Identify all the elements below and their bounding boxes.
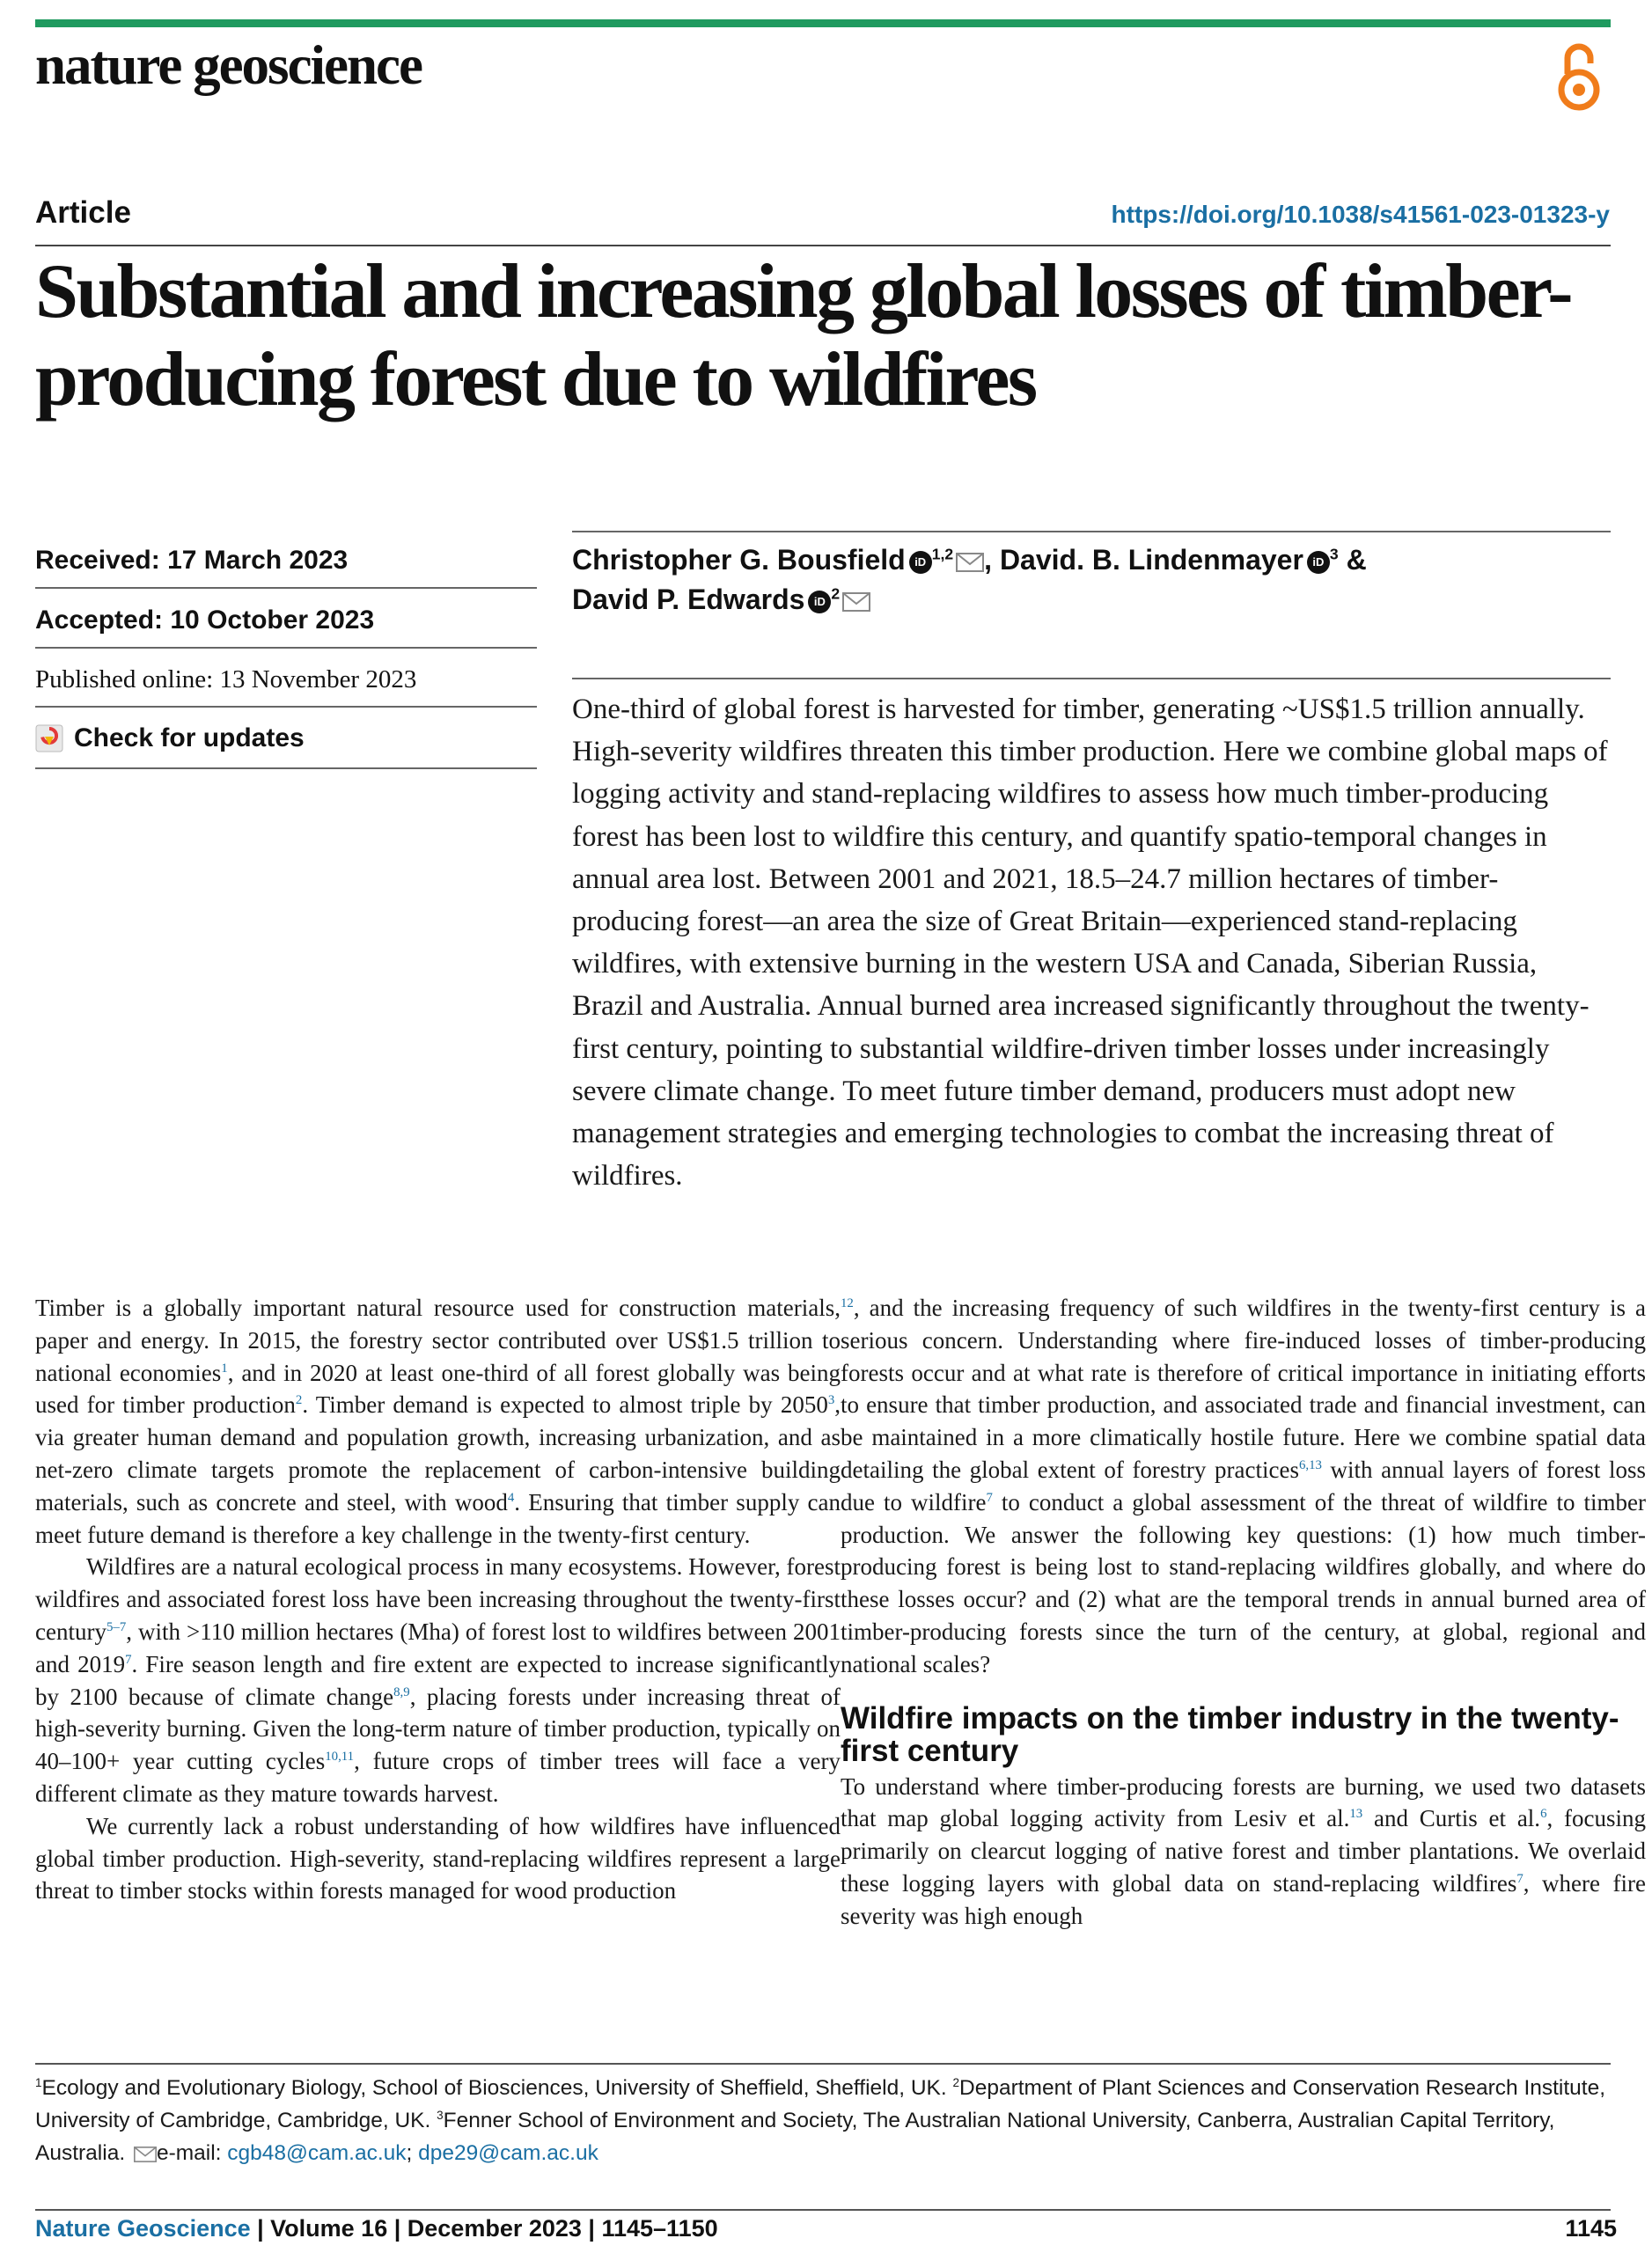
article-title: Substantial and increasing global losses of timber-producing forest due to wildfires xyxy=(35,249,1571,422)
citation[interactable]: 10,11 xyxy=(325,1750,355,1765)
envelope-icon[interactable] xyxy=(842,592,870,612)
citation[interactable]: 7 xyxy=(1516,1871,1524,1886)
journal-name: nature geoscience xyxy=(35,34,422,96)
meta-divider xyxy=(35,767,537,769)
abstract-divider xyxy=(572,678,1611,679)
author-separator: & xyxy=(1338,544,1367,576)
citation[interactable]: 7 xyxy=(986,1490,993,1505)
body-paragraph: We currently lack a robust understanding of how wildfires have influenced global timber production. High-severity, stand-replacing wildfires represent a large threat to timber stocks within forests managed for wood production xyxy=(35,1812,841,1904)
footnote-divider xyxy=(35,2063,1611,2065)
section-heading: Wildfire impacts on the timber industry in the twenty-first century xyxy=(841,1700,1619,1768)
citation[interactable]: 6 xyxy=(1540,1807,1547,1822)
published-date: Published online: 13 November 2023 xyxy=(35,665,417,694)
author-affiliation: 2 xyxy=(831,584,841,603)
author-name[interactable]: Christopher G. Bousfield xyxy=(572,544,906,576)
citation[interactable]: 5–7 xyxy=(106,1619,127,1634)
author-affiliation: 1,2 xyxy=(931,545,954,563)
citation[interactable]: 1 xyxy=(221,1361,228,1376)
check-updates-icon xyxy=(35,724,63,752)
abstract: One-third of global forest is harvested for timber, generating ~US$1.5 trillion annually. High-severity wildfires threaten this timber production. Here we combine global maps of logging activity and stand-replacing wildfires to assess how much timber-producing forest has been lost to wildfire this century, and quantify spatio-temporal changes in annual area lost. Between 2001 and 2021, 18.5–24.7 million hectares of timber-producing forest—an area the size of Great Britain—experienced stand-replacing wildfires, with extensive burning in the western USA and Canada, Siberian Russia, Brazil and Australia. Annual burned area increased significantly throughout the twenty-first century, pointing to substantial wildfire-driven timber losses under increasingly severe climate change. To meet future timber demand, producers must adopt new management strategies and emerging technologies to combat the increasing threat of wildfires. xyxy=(572,694,1608,1193)
orcid-icon[interactable]: iD xyxy=(909,551,932,574)
citation[interactable]: 7 xyxy=(125,1652,132,1667)
footer-citation: Nature Geoscience | Volume 16 | December 2023 | 1145–1150 xyxy=(35,2215,718,2242)
meta-divider xyxy=(35,706,537,708)
citation[interactable]: 3 xyxy=(827,1393,835,1408)
body-paragraph: Timber is a globally important natural resource used for construction materials, paper and energy. In 2015, the forestry sector contributed over US$1.5 trillion to national economies$^1$, and in 2020 at least one-third of all forest globally was being used for timber production$^2$. Timber demand is expected to almost triple by 2050$^3$, via greater human demand and population growth, increasing urbanization, and as net-zero climate targets promote the replacement of carbon-intensive building materials, such as concrete and steel, with wood$^4$. Ensuring that timber supply can meet future demand is therefore a key challenge in the twenty-first century. xyxy=(35,1295,841,1548)
author-separator: , xyxy=(984,544,1000,576)
envelope-icon[interactable] xyxy=(956,553,984,572)
article-type-label: Article xyxy=(35,195,131,230)
doi-link[interactable]: https://doi.org/10.1038/s41561-023-01323-y xyxy=(1111,201,1610,228)
footer-journal-link[interactable]: Nature Geoscience xyxy=(35,2215,251,2242)
citation[interactable]: 8,9 xyxy=(393,1684,410,1699)
author-name[interactable]: David. B. Lindenmayer xyxy=(999,544,1303,576)
author-name[interactable]: David P. Edwards xyxy=(572,583,805,615)
check-for-updates-link[interactable] xyxy=(35,723,305,753)
author-affiliation: 3 xyxy=(1329,545,1339,563)
affiliations-footnote: $^1$Ecology and Evolutionary Biology, School of Biosciences, University of Sheffield, Sheffield, UK. $^2$Department of Plant Sciences and Conservation Research Institute, University of Cambridge, Cambridge, UK. $^3$Fenner School of Environment and Society, The Australian National University, Canberra, Australian Capital Territory, Australia. e-mail: cgb48@cam.ac.uk; dpe29@cam.ac.uk xyxy=(35,2075,1606,2165)
author-list xyxy=(572,540,1611,620)
page-number: 1145 xyxy=(1565,2215,1617,2242)
received-date: Received: 17 March 2023 xyxy=(35,546,349,575)
check-for-updates-label: Check for updates xyxy=(74,723,305,752)
body-paragraph: Wildfires are a natural ecological process in many ecosystems. However, forest wildfires and associated forest loss have been increasing throughout the twenty-first century$^{5-7}$, with >110 million hectares (Mha) of forest lost to wildfires between 2001 and 2019$^7$. Fire season length and fire extent are expected to increase significantly by 2100 because of climate change$^{8,9}$, placing forests under increasing threat of high-severity burning. Given the long-term nature of timber production, typically on 40–100+ year cutting cycles$^{10,11}$, future crops of timber trees will face a very different climate as they mature towards harvest. xyxy=(35,1553,841,1807)
body-column-left xyxy=(35,1292,841,1907)
open-access-icon[interactable] xyxy=(1553,39,1604,114)
citation[interactable]: 13 xyxy=(1349,1807,1363,1822)
citation[interactable]: 2 xyxy=(295,1393,303,1408)
footer-divider xyxy=(35,2209,1611,2211)
orcid-icon[interactable]: iD xyxy=(808,591,831,613)
orcid-icon[interactable]: iD xyxy=(1307,551,1330,574)
accepted-date: Accepted: 10 October 2023 xyxy=(35,605,375,635)
email-link[interactable]: cgb48@cam.ac.uk xyxy=(227,2141,407,2165)
meta-divider xyxy=(35,587,537,589)
citation[interactable]: 4 xyxy=(507,1490,515,1505)
body-paragraph-continued: $^{12}$, and the increasing frequency of such wildfires in the twenty-first century is a serious concern. Understanding where fire-induced losses of timber-producing forests occur and at what rate is therefore of critical importance in initiating efforts to ensure that timber production, and associated trade and financial investment, can be maintained in a more climatically hostile future. Here we combine spatial data detailing the global extent of forestry practices$^{6,13}$ with annual layers of forest loss due to wildfire$^7$ to conduct a global assessment of the threat of wildfire to timber production. We answer the following key questions: (1) how much timber-producing forest is being lost to stand-replacing wildfires globally, and where do these losses occur? and (2) what are the temporal trends in annual burned area of timber-producing forests since the turn of the century, at global, regional and national scales? xyxy=(841,1295,1646,1677)
header-divider xyxy=(35,245,1611,246)
body-paragraph: To understand where timber-producing forests are burning, we used two datasets that map global logging activity from Lesiv et al.$^{13}$ and Curtis et al.$^6$, focusing primarily on clearcut logging of native forest and timber plantations. We overlaid these logging layers with global data on stand-replacing wildfires$^7$, where fire severity was high enough xyxy=(841,1772,1646,1929)
citation[interactable]: 12 xyxy=(841,1296,854,1310)
body-column-right xyxy=(841,1292,1646,1933)
meta-divider xyxy=(35,647,537,649)
authors-divider xyxy=(572,531,1611,532)
email-link[interactable]: dpe29@cam.ac.uk xyxy=(418,2141,598,2165)
envelope-icon xyxy=(134,2147,157,2162)
citation[interactable]: 6,13 xyxy=(1298,1457,1322,1472)
journal-color-bar xyxy=(35,19,1611,27)
